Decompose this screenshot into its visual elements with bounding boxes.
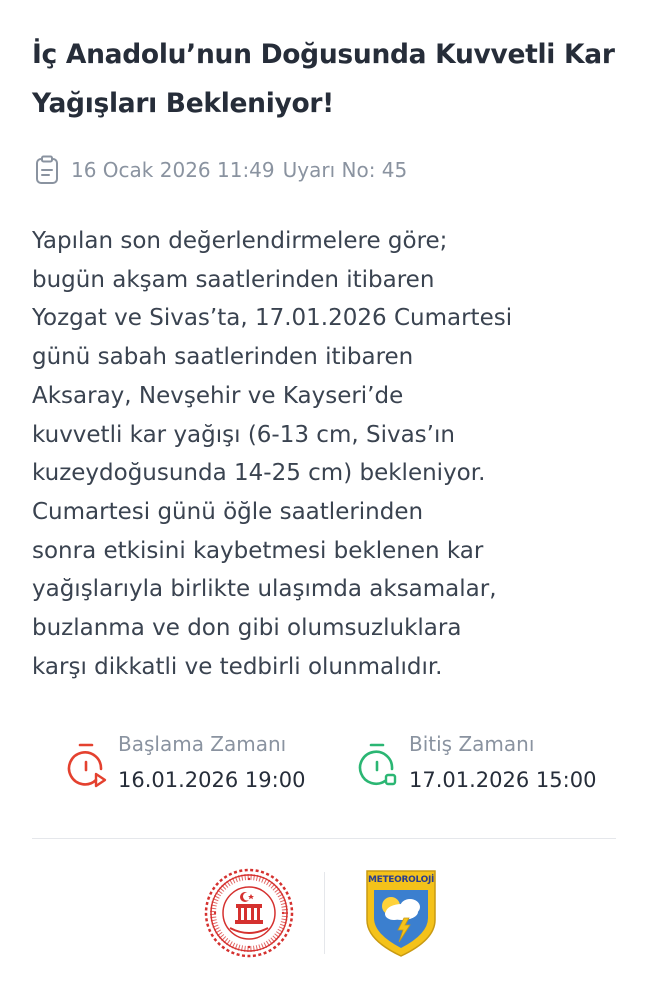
alert-description: Yapılan son değerlendirmelere göre; bugün akşam saatlerinden itibaren Yozgat ve Sivas’ta, 17.01.2026 Cumartesi günü sabah saatlerinden itibaren Aksaray, Nevşehir ve Kayseri’de kuvvetli kar yağışı (6-13 cm, Sivas’ın kuzeydoğusunda 14-25 cm) bekleniyor. Cumartesi günü öğle saatlerinden sonra etkisini kaybetmesi beklenen kar yağışlarıyla birlikte ulaşımda aksamalar, buzlanma ve don gibi olumsuzluklara karşı dikkatli ve tedbirli olunmalıdır. [32,228,513,680]
stopwatch-stop-icon [357,742,399,790]
stopwatch-play-icon [66,742,108,790]
alert-date: 16 Ocak 2026 11:49 [71,158,275,182]
divider [32,838,616,839]
logo-divider [324,872,325,954]
warning-number: Uyarı No: 45 [282,158,408,182]
afad-seal-logo [204,868,294,958]
end-time-block [357,728,596,800]
time-range [0,728,648,808]
end-time-value: 17.01.2026 15:00 [409,768,597,792]
end-time-label: Bitiş Zamanı [409,732,535,756]
svg-text:METEOROLOJİ: METEOROLOJİ [367,875,435,885]
clipboard-icon [34,155,60,185]
start-time-label: Başlama Zamanı [118,732,287,756]
footer-logos [0,858,648,968]
alert-title: İç Anadolu’nun Doğusunda Kuvvetli Kar Yağışları Bekleniyor! [32,39,615,119]
start-time-value: 16.01.2026 19:00 [118,768,306,792]
meteoroloji-logo [364,868,438,958]
start-time-block [66,728,305,800]
alert-meta [34,154,407,186]
